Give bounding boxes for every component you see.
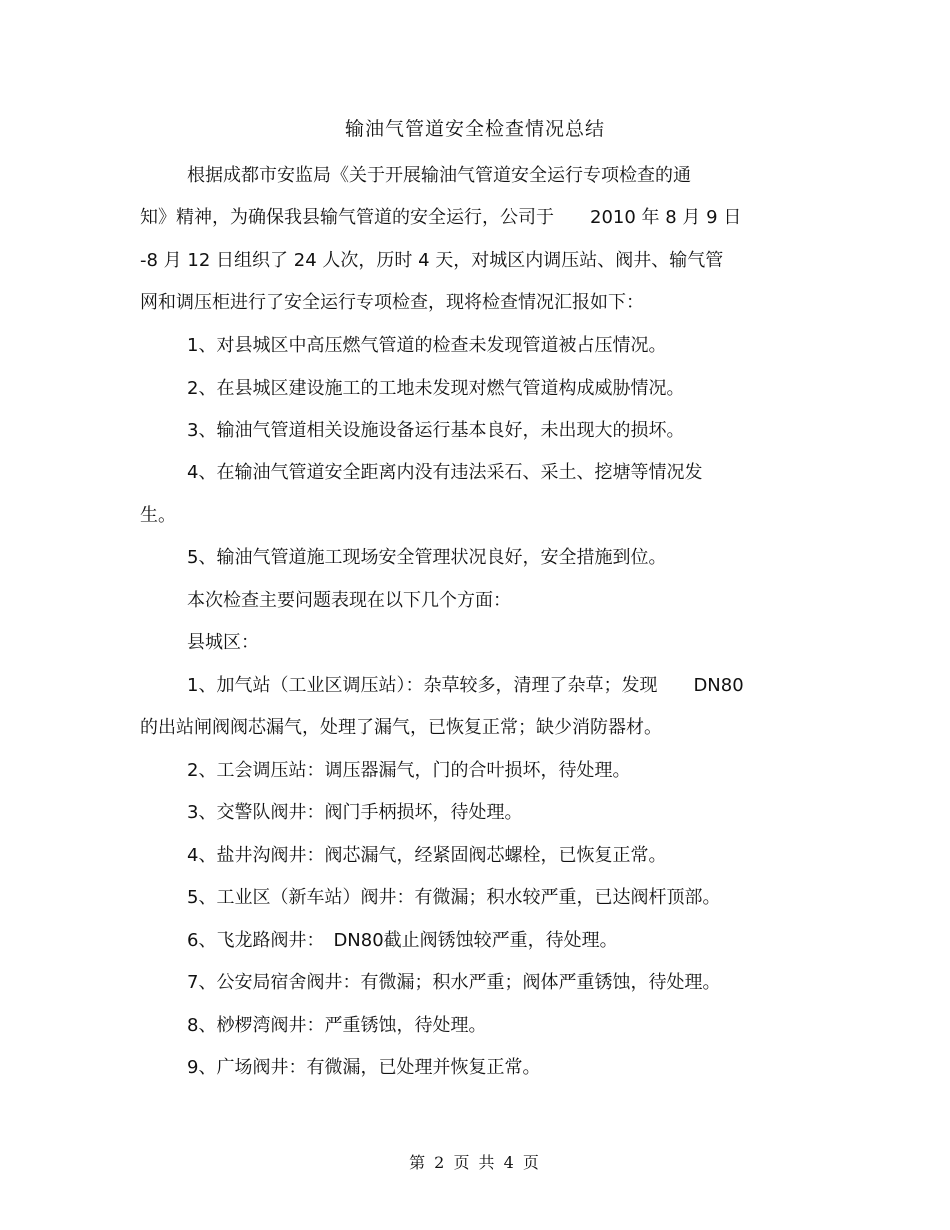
- section-intro: 本次检查主要问题表现在以下几个方面：: [187, 590, 511, 611]
- paragraph-line: 根据成都市安监局《关于开展输油气管道安全运行专项检查的通: [187, 165, 691, 186]
- list-item: 2、工会调压站：调压器漏气，门的合叶损坏，待处理。: [187, 760, 631, 781]
- list-item: 6、飞龙路阀井： DN80截止阀锈蚀较严重，待处理。: [187, 930, 618, 951]
- section-heading: 县城区：: [187, 632, 259, 653]
- list-item: 8、桫椤湾阀井：严重锈蚀，待处理。: [187, 1015, 487, 1036]
- list-item-continuation: 生。: [140, 505, 176, 526]
- paragraph-line: -8 月 12 日组织了 24 人次，历时 4 天，对城区内调压站、阀井、输气管: [140, 250, 724, 271]
- list-item: 5、输油气管道施工现场安全管理状况良好，安全措施到位。: [187, 547, 667, 568]
- list-item: 2、在县城区建设施工的工地未发现对燃气管道构成威胁情况。: [187, 378, 685, 399]
- list-item: 3、输油气管道相关设施设备运行基本良好，未出现大的损坏。: [187, 420, 685, 441]
- paragraph-line: 网和调压柜进行了安全运行专项检查，现将检查情况汇报如下：: [140, 292, 644, 313]
- list-item: 3、交警队阀井：阀门手柄损坏，待处理。: [187, 802, 523, 823]
- document-title: 输油气管道安全检查情况总结: [344, 118, 605, 140]
- list-item: 4、在输油气管道安全距离内没有违法采石、采土、挖塘等情况发: [187, 462, 703, 483]
- list-item: 5、工业区（新车站）阀井：有微漏；积水较严重，已达阀杆顶部。: [187, 887, 721, 908]
- page-number-footer: 第 2 页 共 4 页: [409, 1153, 541, 1172]
- list-item: 7、公安局宿舍阀井：有微漏；积水严重；阀体严重锈蚀，待处理。: [187, 972, 721, 993]
- list-item: 9、广场阀井：有微漏，已处理并恢复正常。: [187, 1057, 541, 1078]
- list-item: 1、加气站（工业区调压站）：杂草较多，清理了杂草；发现 DN80: [187, 675, 744, 696]
- list-item: 4、盐井沟阀井：阀芯漏气，经紧固阀芯螺栓，已恢复正常。: [187, 845, 667, 866]
- list-item-continuation: 的出站闸阀阀芯漏气，处理了漏气，已恢复正常；缺少消防器材。: [140, 717, 662, 738]
- list-item: 1、对县城区中高压燃气管道的检查未发现管道被占压情况。: [187, 335, 667, 356]
- paragraph-line: 知》精神，为确保我县输气管道的安全运行，公司于 2010 年 8 月 9 日: [140, 207, 742, 228]
